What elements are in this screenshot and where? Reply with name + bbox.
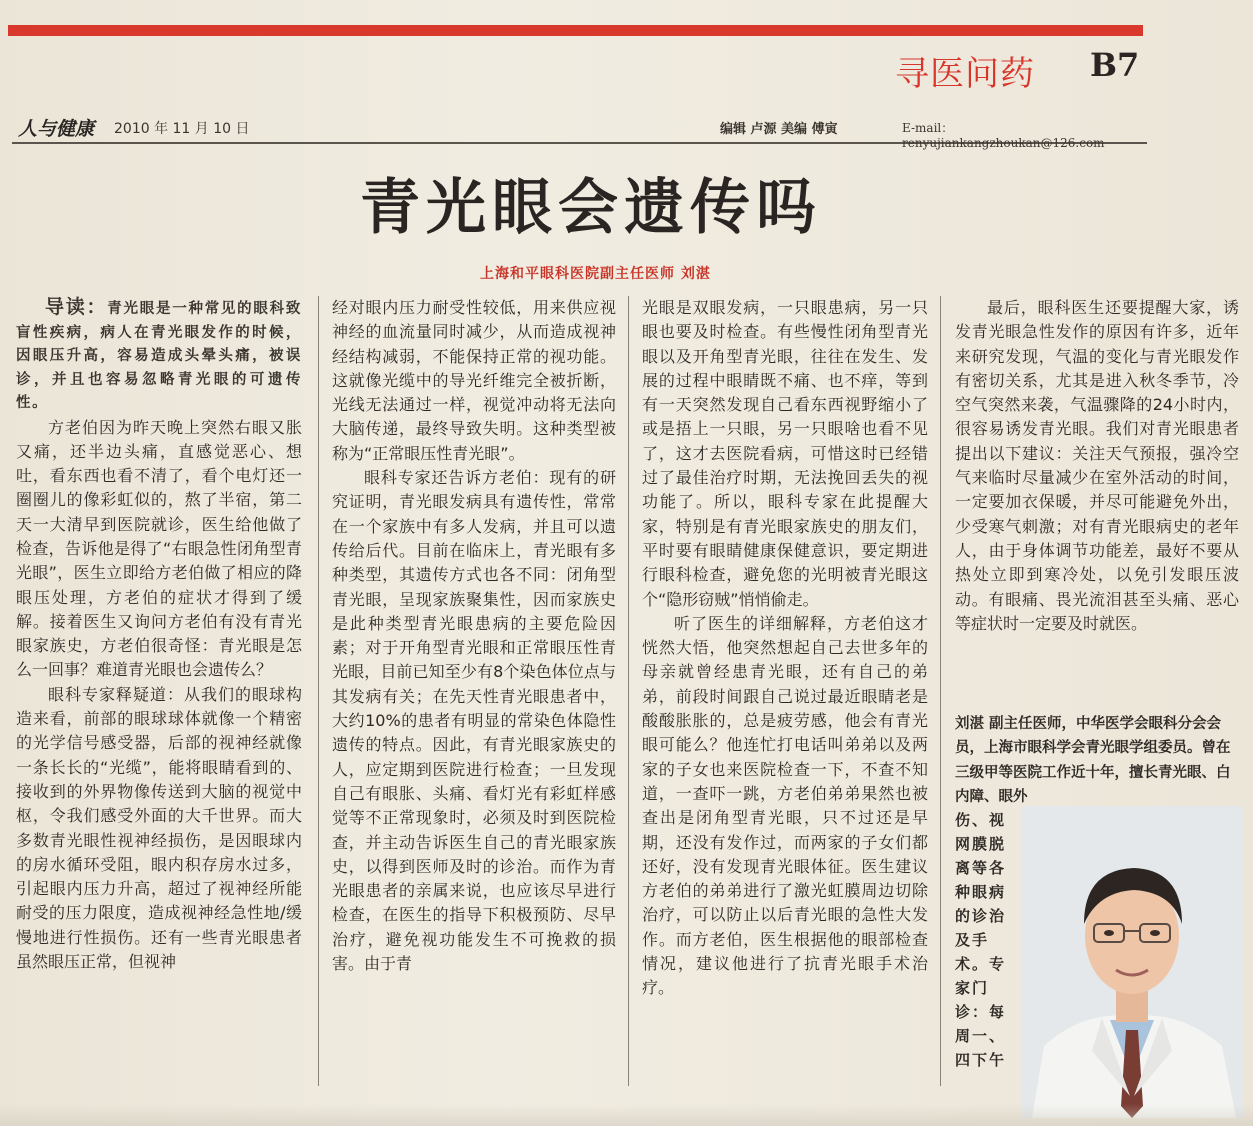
paragraph: 光眼是双眼发病，一只眼患病，另一只眼也要及时检查。有些慢性闭角型青光眼以及开角型青光眼，往往在发生、发展的过程中眼睛既不痛、也不痒，等到有一天突然发现自己看东西视野缩小了或是捂上一只眼，另一只眼啥也看不见了，这才去医院看病，可惜这时已经错过了最佳治疗时期，无法挽回丢失的视功能了。所以，眼科专家在此提醒大家，特别是有青光眼家族史的朋友们，平时要有眼睛健康保健意识，要定期进行眼科检查，避免您的光明被青光眼这个“隐形窃贼”悄悄偷走。 xyxy=(642,298,928,609)
author-portrait-icon xyxy=(1022,806,1244,1118)
page-bottom-shadow xyxy=(0,1104,1253,1126)
paragraph: 方老伯因为昨天晚上突然右眼又胀又痛，还半边头痛，直感觉恶心、想吐，看东西也看不清了，看个电灯还一圈圈儿的像彩虹似的，熬了半宿，第二天一大清早到医院就诊，医生给他做了检查，告诉他是得了“右眼急性闭角型青光眼”，医生立即给方老伯做了相应的降眼压处理，方老伯的症状才得到了缓解。接着医生又询问方老伯有没有青光眼家族史，方老伯很奇怪：青光眼是怎么一回事？难道青光眼也会遗传么？ xyxy=(16,417,302,680)
top-red-bar xyxy=(8,25,1143,36)
page-number: B7 xyxy=(1090,46,1140,84)
column-rule xyxy=(628,296,629,1086)
column-rule xyxy=(318,296,319,1086)
article-column-1 xyxy=(16,296,302,974)
editors-credit: 编辑 卢源 美编 傅寅 xyxy=(720,122,838,137)
author-bio-continued: 伤、视网膜脱离等各种眼病的诊治及手术。专家门诊：每周一、四下午 xyxy=(955,811,1007,1069)
author-bio: 刘湛 副主任医师，中华医学会眼科分会会员，上海市眼科学会青光眼学组委员。曾在三级甲等医院工作近十年，擅长青光眼、白内障、眼外 xyxy=(955,716,1231,805)
paragraph: 最后，眼科医生还要提醒大家，诱发青光眼急性发作的原因有许多，近年来研究发现，气温的变化与青光眼发作有密切关系，尤其是进入秋冬季节，冷空气突然来袭，气温骤降的24小时内，很容易诱发青光眼。我们对青光眼患者提出以下建议：关注天气预报，强冷空气来临时尽量减少在室外活动的时间，一定要加衣保暖，并尽可能避免外出，少受寒气刺激；对有青光眼病史的老年人，由于身体调节功能差，最好不要从热处立即到寒冷处，以免引发眼压波动。有眼痛、畏光流泪甚至头痛、恶心等症状时一定要及时就医。 xyxy=(955,298,1239,633)
article-column-3 xyxy=(642,296,928,1001)
paragraph: 眼科专家释疑道：从我们的眼球构造来看，前部的眼球球体就像一个精密的光学信号感受器，后部的视神经就像一条长长的“光缆”，能将眼睛看到的、接收到的外界物像传送到大脑的视觉中枢，令我们感受外面的大千世界。而大多数青光眼性视神经损伤，是因眼球内的房水循环受阻，眼内积存房水过多，引起眼内压力升高，超过了视神经所能耐受的压力限度，造成视神经急性地/缓慢地进行性损伤。还有一些青光眼患者虽然眼压正常，但视神 xyxy=(16,684,302,972)
article-headline: 青光眼会遗传吗 xyxy=(360,173,822,243)
masthead xyxy=(12,118,1147,150)
column-rule xyxy=(940,296,941,1086)
contact-email: E-mail：renyujiankangzhoukan@126.com xyxy=(902,121,1105,150)
paragraph: 经对眼内压力耐受性较低，用来供应视神经的血流量同时减少，从而造成视神经结构减弱，不能保持正常的视功能。这就像光缆中的导光纤维完全被折断，光线无法通过一样，视觉冲动将无法向大脑传递，最终导致失明。这种类型被称为“正常眼压性青光眼”。 xyxy=(332,298,616,463)
section-title: 寻医问药 xyxy=(895,54,1035,94)
article-column-2 xyxy=(332,296,616,976)
issue-date: 2010 年 11 月 10 日 xyxy=(114,121,250,137)
lead-block xyxy=(16,296,302,416)
lead-label: 导读： xyxy=(45,296,108,318)
paper-name-logo: 人与健康 xyxy=(18,118,95,140)
article-byline: 上海和平眼科医院副主任医师 刘湛 xyxy=(480,266,711,282)
paragraph: 眼科专家还告诉方老伯：现有的研究证明，青光眼发病具有遗传性，常常在一个家族中有多人发病，并且可以遗传给后代。目前在临床上，青光眼有多种类型，其遗传方式也各不同：闭角型青光眼，呈现家族聚集性，因而家族史是此种类型青光眼患病的主要危险因素；对于开角型青光眼和正常眼压性青光眼，目前已知至少有8个染色体位点与其发病有关；在先天性青光眼患者中，大约10%的患者有明显的常染色体隐性遗传的特点。因此，有青光眼家族史的人，应定期到医院进行检查；一旦发现自己有眼胀、头痛、看灯光有彩虹样感觉等不正常现象时，必须及时到医院检查，并主动告诉医生自己的青光眼家族史，以得到医师及时的诊治。而作为青光眼患者的亲属来说，也应该尽早进行检查，在医生的指导下积极预防、尽早治疗，避免视功能发生不可挽救的损害。由于青 xyxy=(332,468,616,974)
article-column-4 xyxy=(955,296,1239,636)
author-photo xyxy=(1022,806,1244,1118)
lead-text: 青光眼是一种常见的眼科致盲性疾病，病人在青光眼发作的时候，因眼压升高，容易造成头晕头痛，被误诊，并且也容易忽略青光眼的可遗传性。 xyxy=(16,301,302,411)
paragraph: 听了医生的详细解释，方老伯这才恍然大悟，他突然想起自己去世多年的母亲就曾经患青光眼，还有自己的弟弟，前段时间跟自己说过最近眼睛老是酸酸胀胀的，总是疲劳感，他会有青光眼可能么？他连忙打电话叫弟弟以及两家的子女也来医院检查一下，不查不知道，一查吓一跳，方老伯弟弟果然也被查出是闭角型青光眼，只不过还是早期，还没有发作过，而两家的子女们都还好，没有发现青光眼体征。医生建议方老伯的弟弟进行了激光虹膜周边切除治疗，可以防止以后青光眼的急性大发作。而方老伯，医生根据他的眼部检查情况，建议他进行了抗青光眼手术治疗。 xyxy=(642,613,928,998)
